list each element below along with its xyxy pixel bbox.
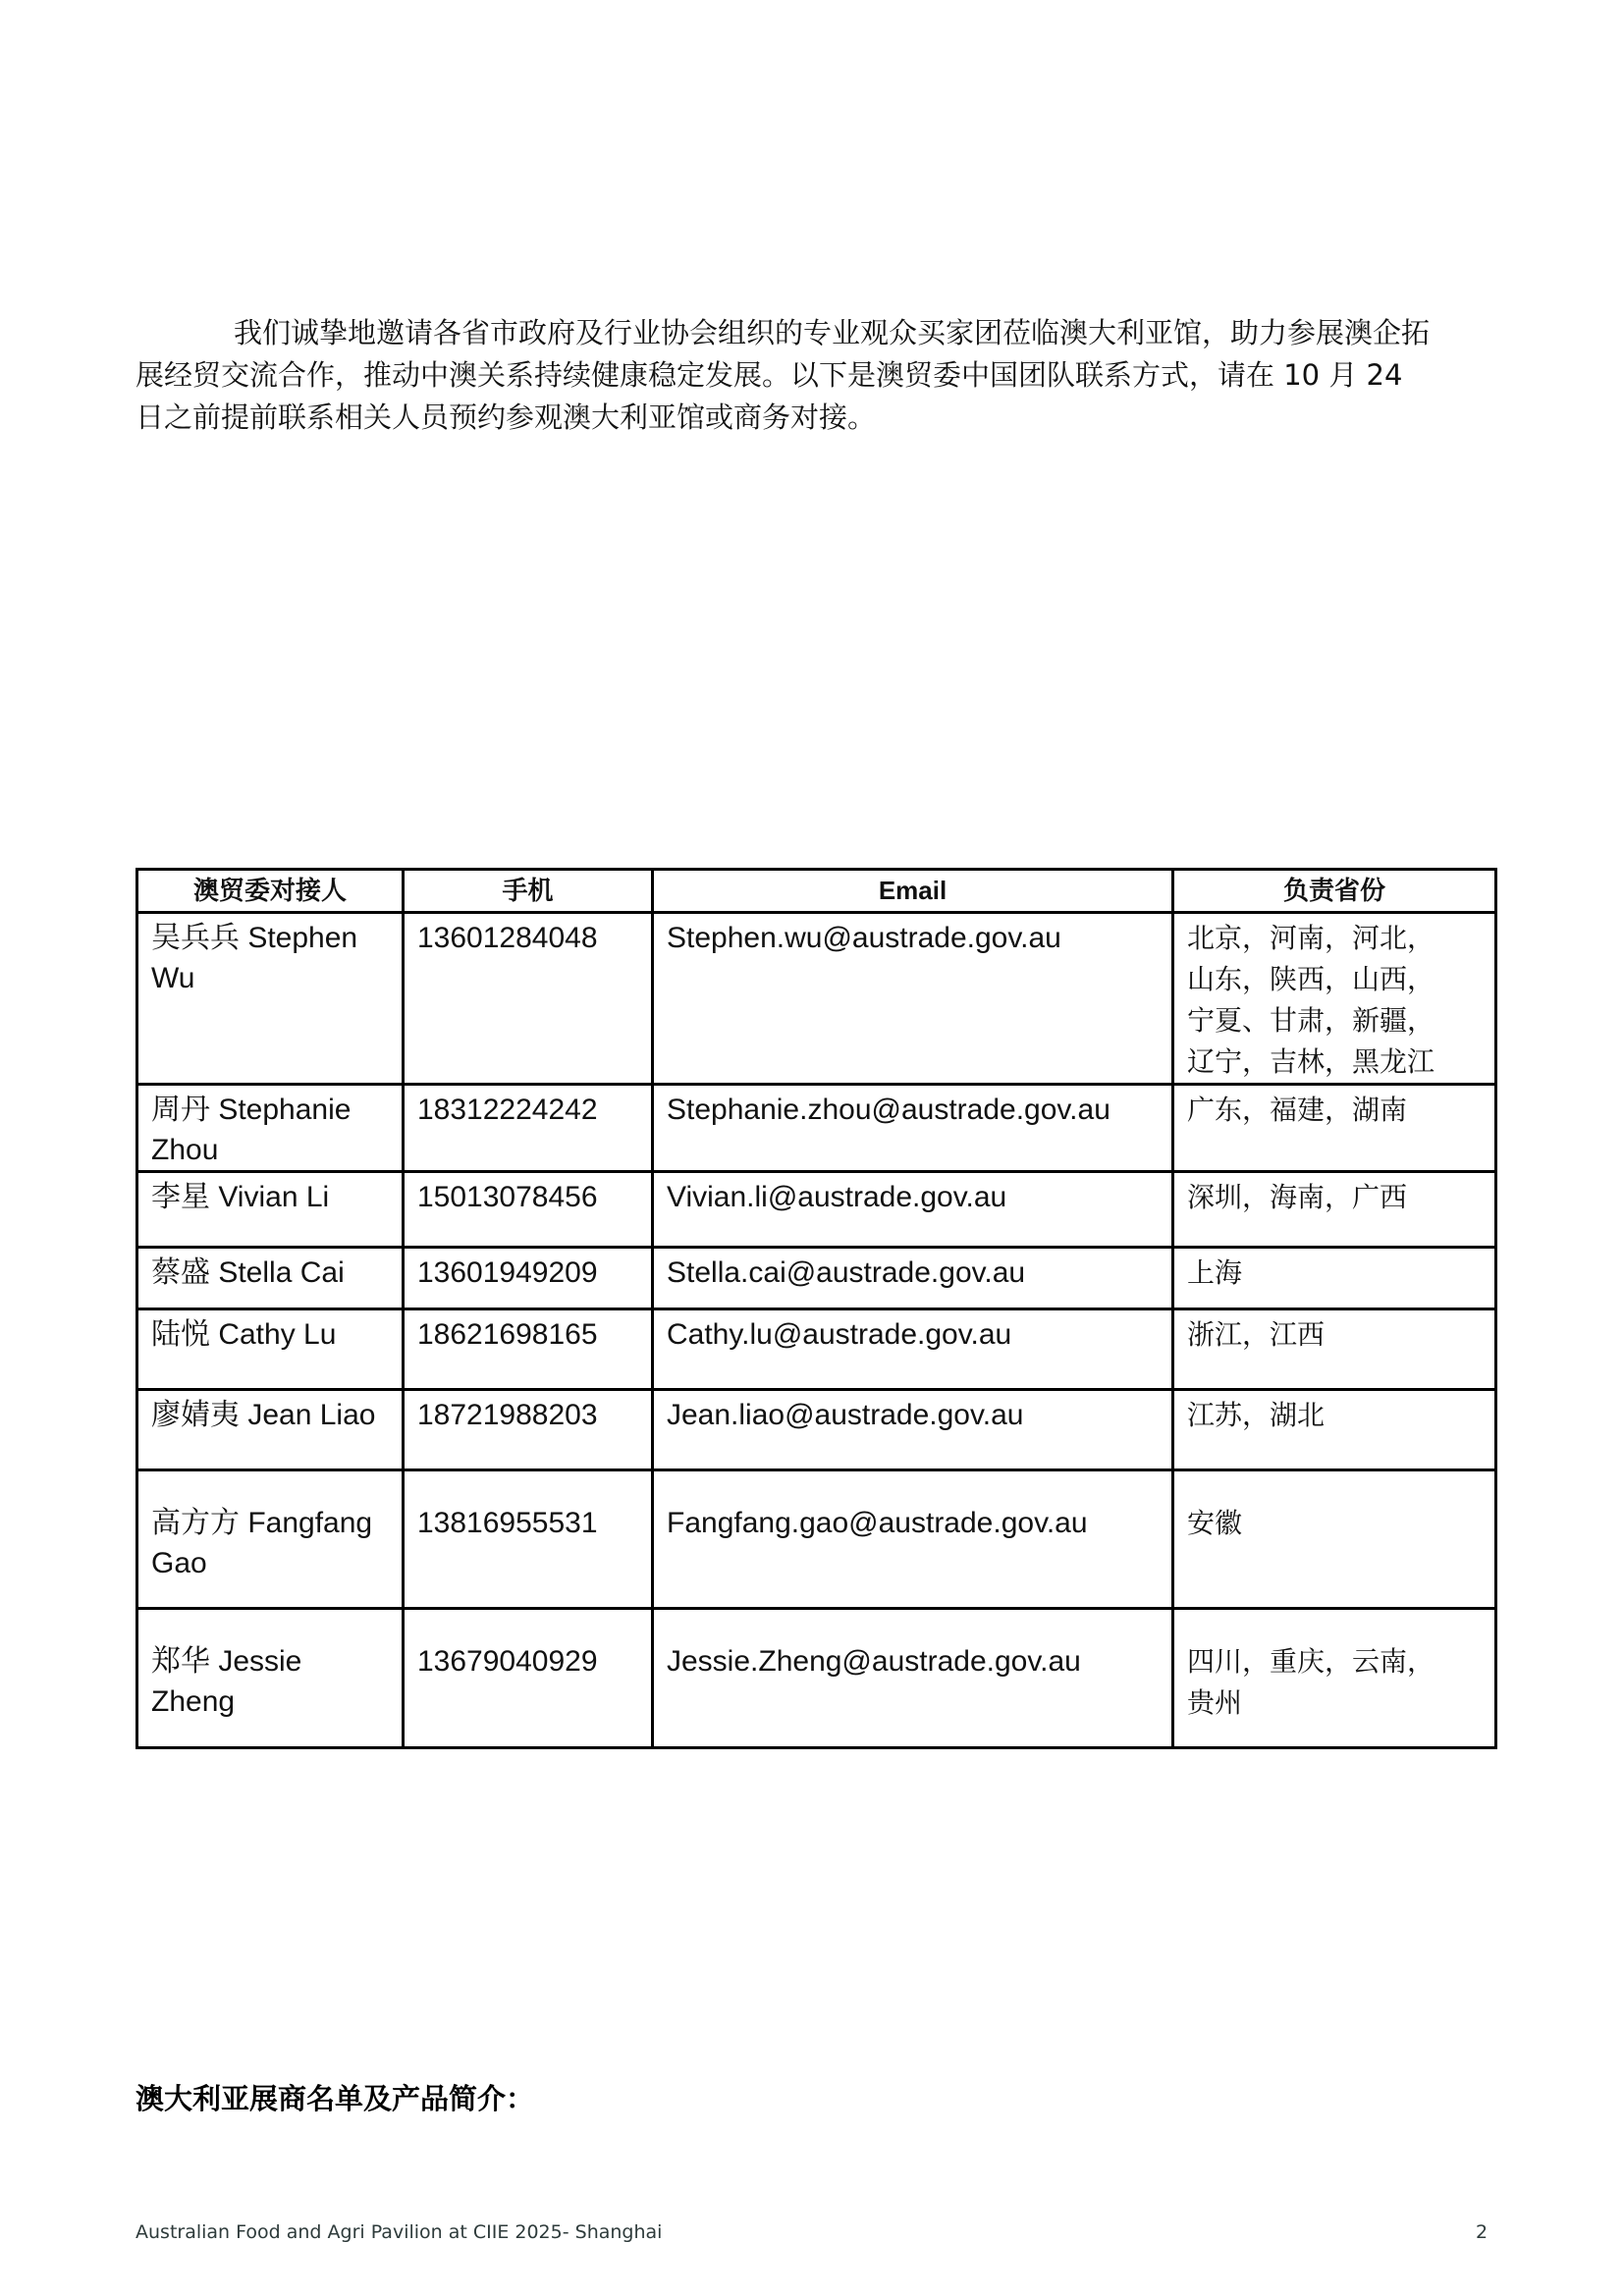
contact-name-line: 高方方 Fangfang [151, 1507, 373, 1539]
contact-email[interactable]: Stephen.wu@austrade.gov.au [653, 913, 1173, 1085]
province-line: 贵州 [1187, 1686, 1243, 1719]
contacts-table [135, 868, 1497, 1749]
contact-name-line: 蔡盛 Stella Cai [151, 1256, 345, 1289]
table-row [137, 913, 1496, 1085]
contact-name-line: 郑华 Jessie [151, 1645, 302, 1678]
province-line: 广东，福建，湖南 [1187, 1094, 1408, 1126]
province-line: 安徽 [1187, 1507, 1243, 1539]
contact-phone: 13601949209 [404, 1248, 653, 1309]
province-line: 山东，陕西，山西， [1187, 963, 1435, 995]
contact-name-line: 陆悦 Cathy Lu [151, 1318, 337, 1351]
contact-provinces-cell [1173, 1390, 1496, 1470]
contact-name-line: Zheng [151, 1685, 236, 1718]
intro-line: 展经贸交流合作，推动中澳关系持续健康稳定发展。以下是澳贸委中国团队联系方式，请在 10 月 24 [135, 358, 1403, 392]
header-phone: 手机 [404, 870, 653, 913]
contact-name-cell [137, 1248, 404, 1309]
table-row [137, 1248, 1496, 1309]
contact-name-line: Gao [151, 1547, 207, 1579]
header-email: Email [653, 870, 1173, 913]
province-line: 辽宁，吉林，黑龙江 [1187, 1045, 1435, 1078]
contact-name-line: 廖婧夷 Jean Liao [151, 1399, 376, 1431]
contact-provinces-cell [1173, 1609, 1496, 1748]
contact-phone: 13679040929 [404, 1609, 653, 1748]
contact-phone: 18312224242 [404, 1085, 653, 1172]
province-line: 江苏，湖北 [1187, 1399, 1326, 1431]
contact-name-cell [137, 1390, 404, 1470]
contact-name-line: 李星 Vivian Li [151, 1181, 330, 1213]
contact-email[interactable]: Jean.liao@austrade.gov.au [653, 1390, 1173, 1470]
contact-email[interactable]: Fangfang.gao@austrade.gov.au [653, 1470, 1173, 1609]
contact-name-cell [137, 1172, 404, 1248]
contact-email[interactable]: Jessie.Zheng@austrade.gov.au [653, 1609, 1173, 1748]
province-line: 北京，河南，河北， [1187, 922, 1435, 954]
contact-name-cell [137, 913, 404, 1085]
intro-line: 日之前提前联系相关人员预约参观澳大利亚馆或商务对接。 [135, 400, 877, 434]
contact-name-line: 吴兵兵 Stephen [151, 922, 358, 954]
contact-name-cell [137, 1609, 404, 1748]
table-row [137, 1172, 1496, 1248]
table-row [137, 1390, 1496, 1470]
intro-line: 我们诚挚地邀请各省市政府及行业协会组织的专业观众买家团莅临澳大利亚馆，助力参展澳企拓 [234, 316, 1431, 349]
province-line: 深圳，海南，广西 [1187, 1181, 1408, 1213]
province-line: 浙江，江西 [1187, 1318, 1326, 1351]
contact-email[interactable]: Stella.cai@austrade.gov.au [653, 1248, 1173, 1309]
province-line: 上海 [1187, 1256, 1243, 1289]
contact-email[interactable]: Stephanie.zhou@austrade.gov.au [653, 1085, 1173, 1172]
table-row [137, 1085, 1496, 1172]
table-header-row [137, 870, 1496, 913]
section-heading: 澳大利亚展商名单及产品简介： [135, 2082, 535, 2115]
page-number: 2 [1476, 2221, 1489, 2243]
province-line: 宁夏、甘肃，新疆， [1187, 1004, 1435, 1037]
contact-provinces-cell [1173, 1085, 1496, 1172]
contact-provinces-cell [1173, 1309, 1496, 1390]
contact-provinces-cell [1173, 1172, 1496, 1248]
table-row [137, 1470, 1496, 1609]
contact-name-line: Wu [151, 962, 195, 994]
contact-name-line: Zhou [151, 1134, 219, 1166]
header-provinces: 负责省份 [1173, 870, 1496, 913]
contact-name-cell [137, 1470, 404, 1609]
contact-phone: 18721988203 [404, 1390, 653, 1470]
contact-phone: 13601284048 [404, 913, 653, 1085]
contact-name-line: 周丹 Stephanie [151, 1094, 352, 1126]
table-row [137, 1309, 1496, 1390]
contact-email[interactable]: Cathy.lu@austrade.gov.au [653, 1309, 1173, 1390]
table-row [137, 1609, 1496, 1748]
header-contact: 澳贸委对接人 [137, 870, 404, 913]
contact-phone: 13816955531 [404, 1470, 653, 1609]
footer-title: Australian Food and Agri Pavilion at CIIE 2025- Shanghai [135, 2221, 663, 2243]
contact-provinces-cell [1173, 913, 1496, 1085]
contact-phone: 18621698165 [404, 1309, 653, 1390]
contact-phone: 15013078456 [404, 1172, 653, 1248]
province-line: 四川，重庆，云南， [1187, 1645, 1435, 1678]
intro-paragraph [135, 312, 1510, 439]
contact-provinces-cell [1173, 1470, 1496, 1609]
contact-name-cell [137, 1309, 404, 1390]
contact-provinces-cell [1173, 1248, 1496, 1309]
contact-name-cell [137, 1085, 404, 1172]
contact-email[interactable]: Vivian.li@austrade.gov.au [653, 1172, 1173, 1248]
